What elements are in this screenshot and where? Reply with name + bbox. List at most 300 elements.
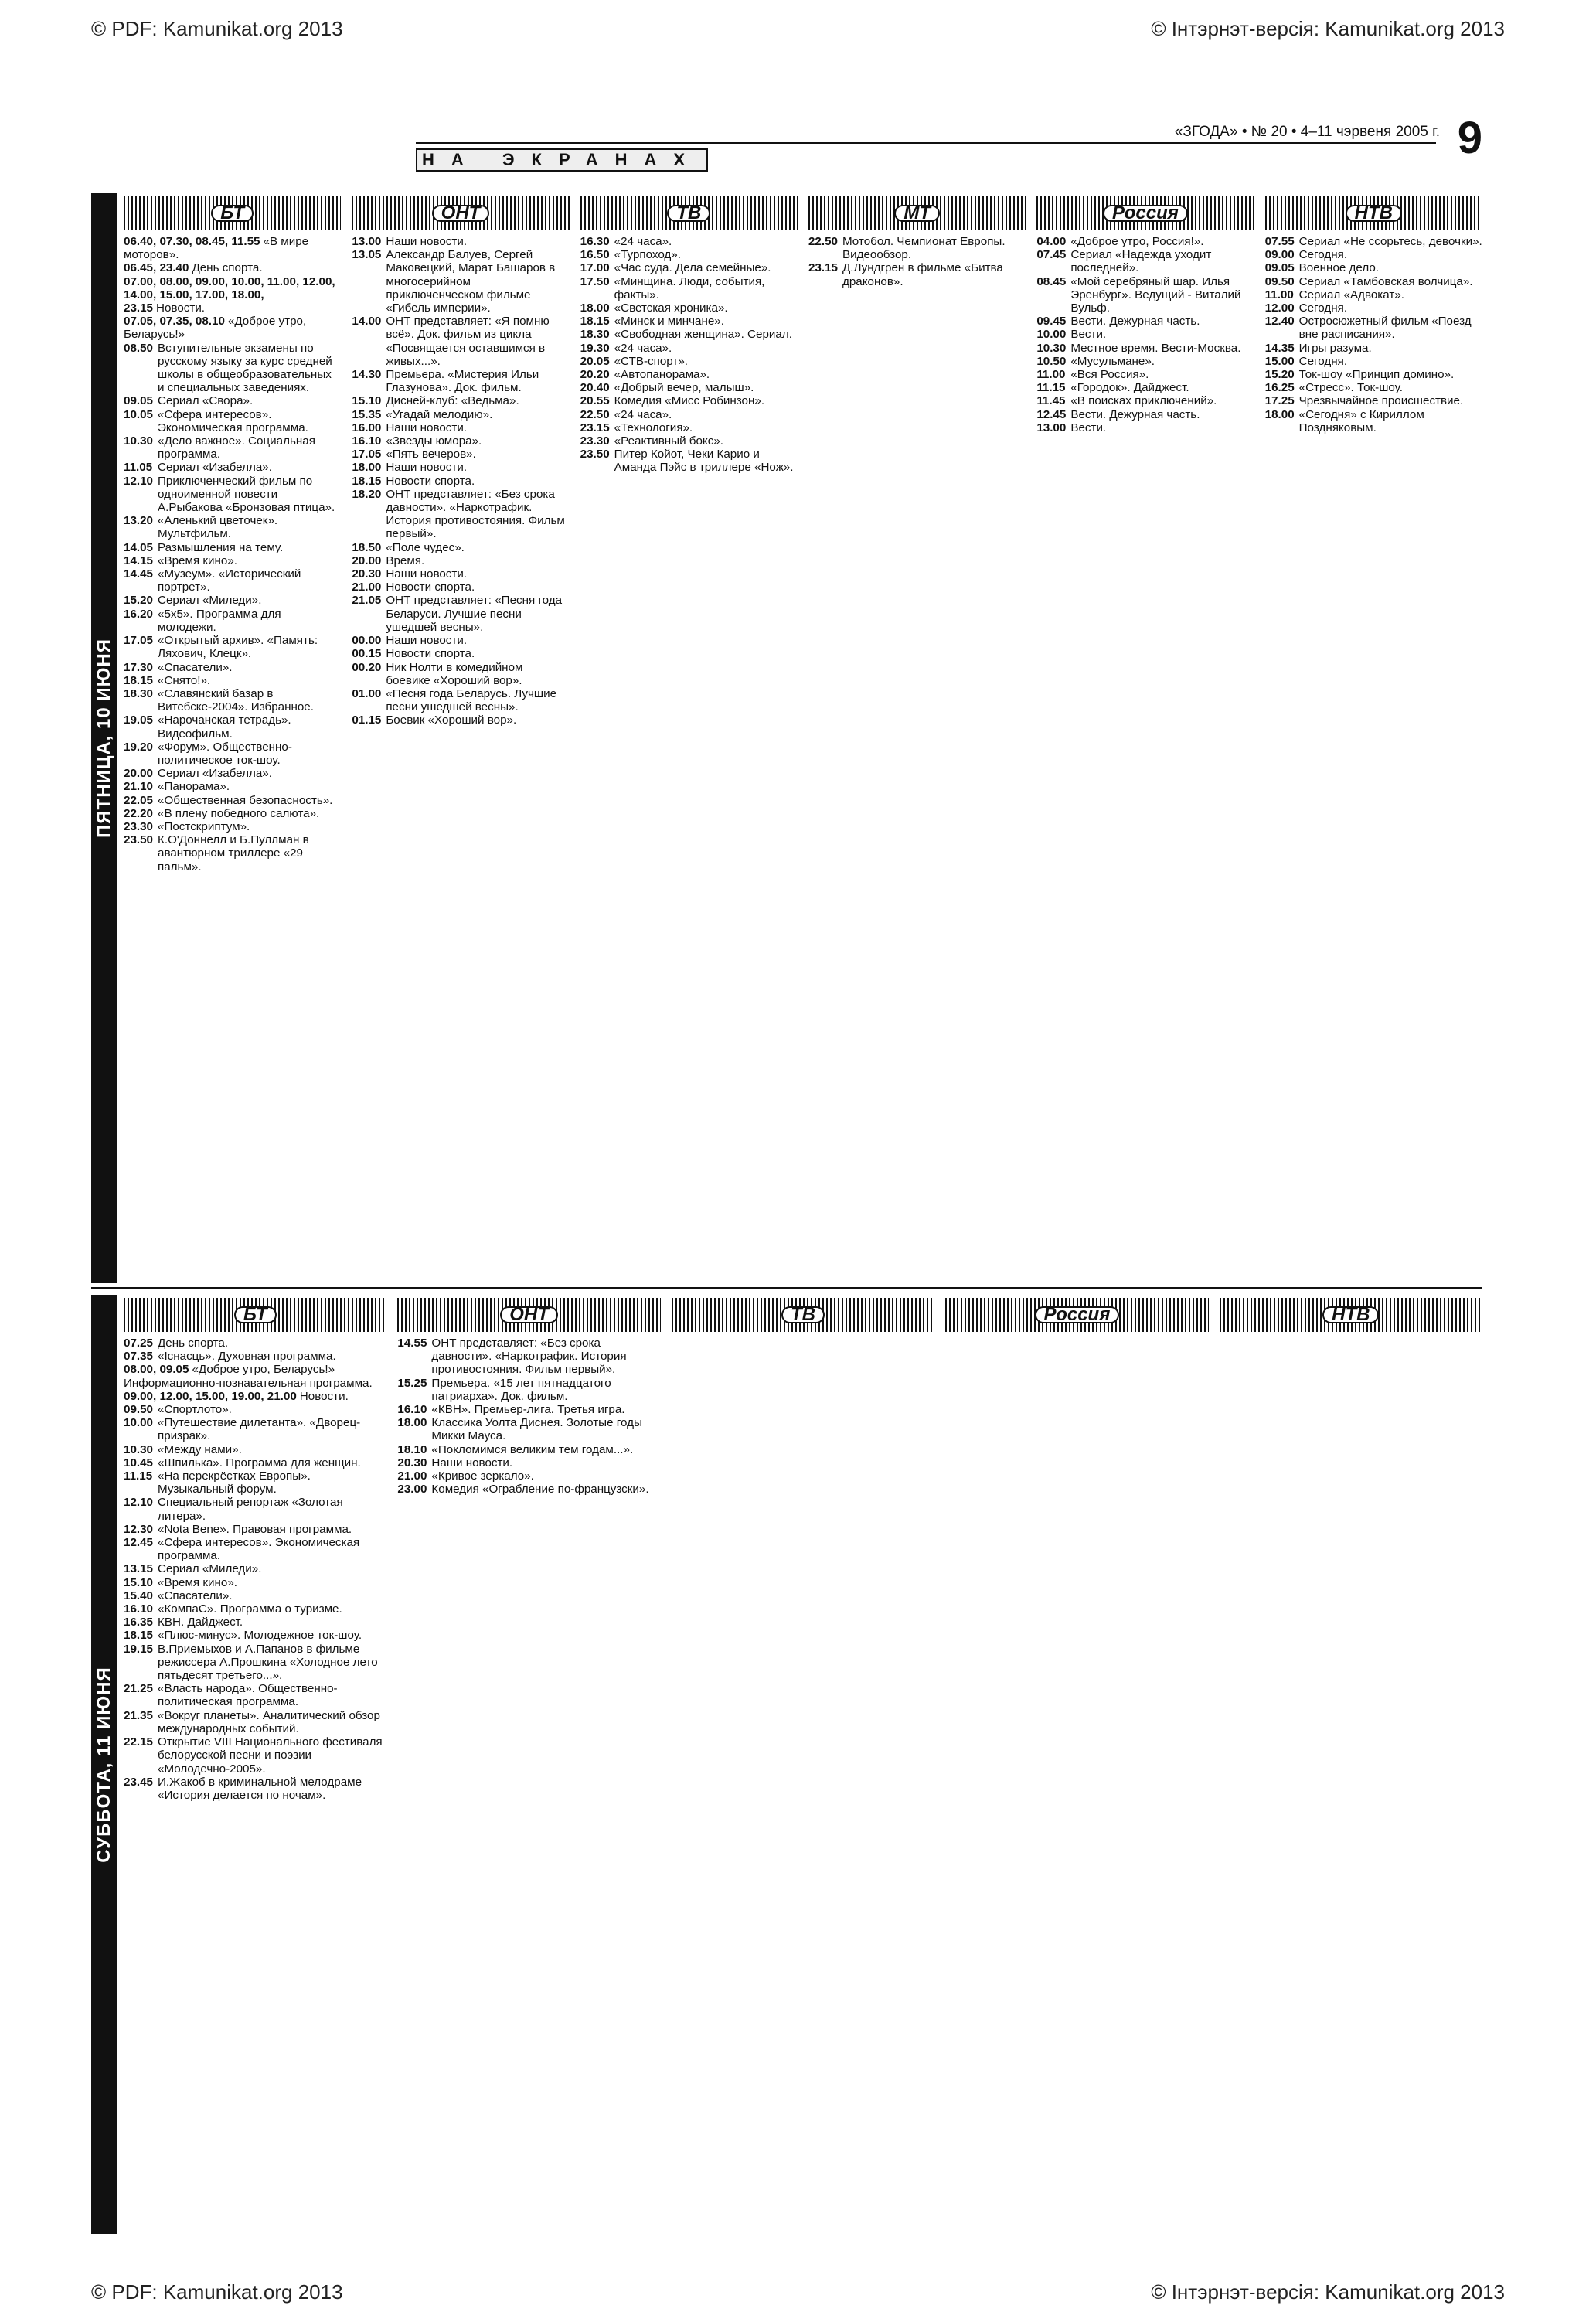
- program-entry: [124, 661, 341, 674]
- program-entry: [580, 448, 798, 474]
- program-time: 15.10: [124, 1575, 154, 1589]
- channel-column: [124, 193, 341, 1283]
- program-entry: [1265, 368, 1482, 381]
- program-title: «Время кино».: [158, 553, 237, 567]
- program-title: ОНТ представляет: «Песня года Беларуси. Лучшие песни ушедшей весны».: [386, 594, 563, 634]
- program-time: 10.30: [124, 1442, 154, 1456]
- program-entry: [124, 713, 341, 740]
- program-title: Комедия «Мисс Робинзон».: [614, 394, 765, 408]
- program-time: 11.05: [124, 461, 153, 475]
- program-time: 23.50: [580, 448, 610, 461]
- program-time: 21.35: [124, 1708, 154, 1722]
- channel-column: [1265, 193, 1482, 1283]
- program-title: Ник Нолти в комедийном боевике «Хороший вор».: [386, 660, 523, 687]
- program-entry: [808, 261, 1026, 288]
- program-time: 15.40: [124, 1589, 154, 1602]
- program-time: 23.45: [124, 1775, 154, 1789]
- program-time: 00.15: [352, 647, 382, 661]
- program-title: «24 часа».: [614, 341, 672, 355]
- program-title: «В поисках приключений».: [1070, 394, 1217, 408]
- program-title: «Доброе утро, Беларусь!»: [124, 315, 307, 342]
- newspaper-page: [91, 113, 1482, 2234]
- program-title: «Доброе утро, Россия!».: [1070, 235, 1204, 248]
- program-time: 07.55: [1264, 235, 1295, 248]
- channel-logo: ТВ: [672, 1298, 934, 1332]
- program-entry: [397, 1443, 660, 1456]
- program-title: «Общественная безопасность».: [158, 793, 333, 807]
- program-time: 23.15: [580, 421, 610, 434]
- program-title: Новости.: [156, 301, 206, 315]
- program-time: 08.45: [1036, 274, 1067, 288]
- program-entry: [124, 1576, 386, 1589]
- program-title: Остросюжетный фильм «Поезд вне расписания».: [1298, 315, 1472, 342]
- program-entry: [397, 1456, 660, 1469]
- program-title: И.Жакоб в криминальной мелодраме «История делается по ночам».: [158, 1775, 362, 1802]
- program-title: Новости спорта.: [386, 647, 475, 661]
- program-time: 22.05: [124, 793, 154, 807]
- program-entry: [124, 1562, 386, 1575]
- program-entry: [1036, 235, 1254, 248]
- program-title: Сериал «Адвокат».: [1298, 288, 1405, 301]
- channel-column: [124, 1295, 386, 2234]
- program-entry: [124, 608, 341, 634]
- program-time: 17.25: [1264, 394, 1295, 408]
- program-time: 10.30: [124, 434, 154, 448]
- program-time: 10.05: [124, 407, 154, 421]
- program-entry: [352, 408, 569, 421]
- program-entry: [124, 594, 341, 607]
- program-entry: [124, 741, 341, 767]
- program-title: Классика Уолта Диснея. Золотые годы Микки Мауса.: [431, 1416, 642, 1443]
- program-title: Вести.: [1070, 328, 1107, 342]
- program-title: ОНТ представляет: «Без срока давности». «Наркотрафик. История противостояния. Фильм первый».: [431, 1337, 627, 1377]
- program-time: 10.45: [124, 1456, 154, 1469]
- program-time: 16.00: [352, 421, 382, 434]
- program-title: «Звезды юмора».: [386, 434, 482, 448]
- program-entry: [124, 1523, 386, 1536]
- program-entry: [124, 1709, 386, 1735]
- channel-column: [945, 1295, 1208, 2234]
- program-time: 07.25: [124, 1337, 154, 1350]
- program-time: 21.10: [124, 780, 154, 794]
- program-title: «Минщина. Люди, события, факты».: [614, 274, 765, 301]
- program-time: 23.30: [124, 819, 154, 833]
- program-entry: [1036, 328, 1254, 341]
- program-title: Наши новости.: [386, 461, 468, 475]
- program-time: 17.50: [580, 274, 610, 288]
- program-title: Дисней-клуб: «Ведьма».: [386, 394, 519, 408]
- credit-top-right: © Інтэрнэт-версія: Kamunikat.org 2013: [1151, 17, 1505, 40]
- channel-logo: НТВ: [1220, 1298, 1482, 1332]
- page-number: 9: [1457, 113, 1482, 163]
- program-title: «Спасатели».: [158, 660, 233, 674]
- program-time: 22.15: [124, 1735, 154, 1749]
- program-time: 18.30: [124, 686, 154, 700]
- program-time: 07.35: [124, 1350, 154, 1364]
- program-entry: [352, 581, 569, 594]
- program-title: «Сфера интересов». Экономическая программа.: [158, 1536, 360, 1563]
- program-entry: [124, 434, 341, 461]
- program-title: «Автопанорама».: [614, 368, 710, 382]
- program-entry: [580, 235, 798, 248]
- program-entry: [124, 1616, 386, 1629]
- program-entry: [124, 674, 341, 687]
- program-title: Сегодня.: [1298, 301, 1348, 315]
- program-time: 14.55: [397, 1337, 427, 1350]
- program-time: 09.45: [1036, 315, 1067, 329]
- program-title: Вступительные экзамены по русскому языку за курс средней школы в общеобразовательных и специальных заведениях.: [158, 341, 332, 395]
- program-entry: [1036, 275, 1254, 315]
- program-title: «Постскриптум».: [158, 819, 250, 833]
- program-title: «Технология».: [614, 421, 693, 434]
- program-title: Премьера. «15 лет пятнадцатого патриарха». Док. фильм.: [431, 1376, 611, 1403]
- program-time: 12.30: [124, 1522, 154, 1536]
- program-title: «Угадай мелодию».: [386, 407, 493, 421]
- program-title: «Нарочанская тетрадь». Видеофильм.: [158, 713, 291, 741]
- program-title: В.Приемыхов и А.Папанов в фильме режиссера А.Прошкина «Холодное лето пятьдесят третьего...».: [158, 1642, 378, 1683]
- program-time: 15.25: [397, 1376, 427, 1390]
- program-time: 14.45: [124, 567, 154, 581]
- program-title: «Свободная женщина». Сериал.: [614, 328, 792, 342]
- program-title: «Шпилька». Программа для женщин.: [158, 1456, 361, 1469]
- program-entry: [124, 394, 341, 407]
- channel-logo: ОНТ: [352, 196, 569, 230]
- program-entry: [124, 554, 341, 567]
- program-time: 12.10: [124, 1496, 154, 1510]
- program-title: «Снято!».: [158, 673, 211, 687]
- channel-column: [580, 193, 798, 1283]
- credit-top-left: © PDF: Kamunikat.org 2013: [91, 17, 343, 40]
- program-title: «Время кино».: [158, 1575, 237, 1589]
- program-title: Наши новости.: [386, 634, 468, 648]
- program-time: 18.10: [397, 1442, 427, 1456]
- program-title: Сериал «Не ссорьтесь, девочки».: [1298, 235, 1482, 248]
- program-entry: [124, 541, 341, 554]
- program-entry: [124, 780, 341, 793]
- program-time: 01.15: [352, 713, 382, 727]
- program-title: Питер Койот, Чеки Карио и Аманда Пэйс в триллере «Нож».: [614, 448, 794, 475]
- program-title: Ток-шоу «Принцип домино».: [1298, 368, 1455, 382]
- program-entry: [352, 434, 569, 448]
- program-title: Д.Лундгрен в фильме «Битва драконов».: [842, 261, 1003, 288]
- program-title: Александр Балуев, Сергей Маковецкий, Марат Башаров в многосерийном приключенческом фильме «Гибель империи».: [386, 248, 556, 315]
- program-time: 18.20: [352, 487, 382, 501]
- program-entry: [124, 342, 341, 395]
- channel-column: [1036, 193, 1254, 1283]
- program-entry: [397, 1416, 660, 1442]
- program-time: 16.25: [1264, 381, 1295, 395]
- program-entry: [1036, 368, 1254, 381]
- program-title: Сериал «Надежда уходит последней».: [1070, 248, 1212, 275]
- program-entry: [352, 554, 569, 567]
- program-time: 19.05: [124, 713, 154, 727]
- program-time: 13.00: [352, 235, 382, 248]
- program-time: 23.50: [124, 833, 154, 847]
- program-entry: [352, 541, 569, 554]
- program-entry: [580, 394, 798, 407]
- program-entry: [124, 408, 341, 434]
- program-time: 00.00: [352, 634, 382, 648]
- program-title: «Кривое зеркало».: [431, 1469, 534, 1483]
- program-entry: [352, 647, 569, 660]
- program-time: 08.00, 09.05: [124, 1363, 189, 1377]
- program-time: 11.00: [1264, 288, 1294, 301]
- program-time: 09.05: [1264, 261, 1295, 275]
- program-entry: [352, 661, 569, 687]
- program-entry: [124, 1536, 386, 1562]
- program-time: 17.30: [124, 660, 154, 674]
- program-time: 13.15: [124, 1562, 154, 1576]
- program-title: Сериал «Тамбовская волчица».: [1298, 274, 1473, 288]
- program-title: «Аленький цветочек». Мультфильм.: [158, 514, 278, 541]
- program-title: Открытие VIII Национального фестиваля белорусской песни и поэзии «Молодечно-2005».: [158, 1735, 383, 1776]
- program-title: К.О'Доннелл и Б.Пуллман в авантюрном триллере «29 пальм».: [158, 833, 309, 873]
- program-entry: [580, 381, 798, 394]
- program-title: «Поле чудес».: [386, 540, 465, 554]
- program-title: «Вся Россия».: [1070, 368, 1149, 382]
- program-title: День спорта.: [158, 1337, 229, 1350]
- program-time: 20.55: [580, 394, 610, 408]
- program-title: «Минск и минчане».: [614, 315, 724, 329]
- program-title: «Покломимся великим тем годам...».: [431, 1442, 634, 1456]
- program-entry: [580, 248, 798, 261]
- program-entry: [352, 594, 569, 634]
- program-time: 19.20: [124, 740, 154, 754]
- program-time: 09.00, 12.00, 15.00, 19.00, 21.00: [124, 1389, 297, 1403]
- program-entry: [124, 1643, 386, 1683]
- program-entry: [124, 1776, 386, 1802]
- program-time: 15.20: [1264, 368, 1295, 382]
- program-time: 15.20: [124, 594, 154, 608]
- program-time: 14.15: [124, 553, 154, 567]
- program-time: 07.00, 08.00, 09.00, 10.00, 11.00, 12.00, 14.00, 15.00, 17.00, 18.00, 23.15: [124, 274, 335, 315]
- program-time: 08.50: [124, 341, 154, 355]
- program-title: Сериал «Миледи».: [158, 594, 262, 608]
- program-title: «Городок». Дайджест.: [1070, 381, 1189, 395]
- program-time: 16.10: [352, 434, 382, 448]
- program-entry: [580, 355, 798, 368]
- program-title: «Форум». Общественно-политическое ток-шоу.: [158, 740, 292, 767]
- program-title: Вести. Дежурная часть.: [1070, 407, 1200, 421]
- program-entry: [1265, 261, 1482, 274]
- program-time: 06.40, 07.30, 08.45, 11.55: [124, 235, 260, 248]
- program-title: «Светская хроника».: [614, 301, 728, 315]
- program-entry: [580, 342, 798, 355]
- program-time: 04.00: [1036, 235, 1067, 248]
- program-title: Боевик «Хороший вор».: [386, 713, 517, 727]
- program-entry: [124, 461, 341, 474]
- program-time: 15.00: [1264, 354, 1295, 368]
- program-entry: [580, 434, 798, 448]
- program-time: 16.10: [397, 1403, 427, 1417]
- issue-line: «ЗГОДА» • № 20 • 4–11 чэрвеня 2005 г.: [1174, 124, 1440, 140]
- program-time: 19.30: [580, 341, 610, 355]
- program-entry: [1265, 288, 1482, 301]
- program-time: 17.00: [580, 261, 610, 275]
- program-time: 22.20: [124, 806, 154, 820]
- program-time: 12.45: [1036, 407, 1067, 421]
- program-time: 06.45, 23.40: [124, 261, 189, 275]
- program-title: «Мусульмане».: [1070, 354, 1155, 368]
- program-title: «Nota Bene». Правовая программа.: [158, 1522, 352, 1536]
- program-title: «Песня года Беларусь. Лучшие песни ушедшей весны».: [386, 686, 557, 714]
- program-title: «Турпоход».: [614, 248, 681, 262]
- program-entry: [1265, 315, 1482, 341]
- program-entry: [124, 794, 341, 807]
- program-title: Наши новости.: [386, 567, 468, 581]
- program-time: 11.00: [1036, 368, 1066, 382]
- program-time: 10.00: [1036, 328, 1067, 342]
- program-title: «Спасатели».: [158, 1589, 233, 1602]
- program-title: День спорта.: [192, 261, 263, 275]
- program-entry: [1265, 275, 1482, 288]
- program-title: Игры разума.: [1298, 341, 1372, 355]
- program-title: «Дело важное». Социальная программа.: [158, 434, 315, 461]
- program-entry: [352, 475, 569, 488]
- program-entry: [397, 1337, 660, 1377]
- program-title: «Мой серебряный шар. Илья Эренбург». Ведущий - Виталий Вульф.: [1070, 274, 1241, 315]
- program-title: «Путешествие дилетанта». «Дворец-призрак».: [158, 1416, 361, 1443]
- program-time: 22.50: [580, 407, 610, 421]
- channel-logo: Россия: [945, 1298, 1208, 1332]
- program-time: 09.00: [1264, 248, 1295, 262]
- program-title: «В мире моторов».: [124, 235, 309, 262]
- credit-bottom-left: © PDF: Kamunikat.org 2013: [91, 2280, 343, 2304]
- program-title: «Добрый вечер, малыш».: [614, 381, 754, 395]
- program-title: «Открытый архив». «Память: Ляхович, Клецк».: [158, 634, 318, 661]
- credit-bottom-right: © Інтэрнэт-версія: Kamunikat.org 2013: [1151, 2280, 1505, 2304]
- program-entry: [352, 448, 569, 461]
- program-time: 21.05: [352, 594, 382, 608]
- program-time: 16.30: [580, 235, 610, 248]
- program-entry: [1036, 408, 1254, 421]
- program-time: 17.05: [352, 448, 382, 461]
- program-entry: [124, 275, 341, 315]
- program-time: 18.15: [124, 1629, 154, 1643]
- program-entry: [352, 687, 569, 713]
- program-entry: [124, 1403, 386, 1416]
- program-time: 18.00: [397, 1416, 427, 1430]
- program-title: «КомпаС». Программа о туризме.: [158, 1602, 342, 1616]
- program-title: «Час суда. Дела семейные».: [614, 261, 771, 275]
- program-entry: [124, 1350, 386, 1363]
- program-entry: [1036, 248, 1254, 274]
- program-time: 16.50: [580, 248, 610, 262]
- program-time: 15.35: [352, 407, 382, 421]
- program-title: Наши новости.: [431, 1456, 513, 1469]
- program-title: Новости спорта.: [386, 581, 475, 594]
- program-title: Новости.: [299, 1389, 349, 1403]
- program-title: Сегодня.: [1298, 248, 1348, 262]
- program-time: 01.00: [352, 686, 382, 700]
- program-time: 10.00: [124, 1416, 154, 1430]
- program-entry: [124, 475, 341, 515]
- program-entry: [124, 767, 341, 780]
- program-entry: [124, 1363, 386, 1389]
- program-title: «Власть народа». Общественно-политическая программа.: [158, 1682, 338, 1709]
- program-title: Сериал «Изабелла».: [158, 767, 272, 781]
- program-title: Мотобол. Чемпионат Европы. Видеообзор.: [842, 235, 1006, 262]
- program-entry: [124, 567, 341, 594]
- program-title: «Вокруг планеты». Аналитический обзор международных событий.: [158, 1708, 380, 1735]
- channel-column: [397, 1295, 660, 2234]
- channel-column: [672, 1295, 934, 2234]
- channel-logo: ОНТ: [397, 1298, 660, 1332]
- channel-column: [352, 193, 569, 1283]
- program-entry: [1265, 342, 1482, 355]
- channel-logo: ТВ: [580, 196, 798, 230]
- program-time: 14.05: [124, 540, 154, 554]
- program-entry: [124, 1456, 386, 1469]
- program-time: 19.15: [124, 1642, 154, 1656]
- program-entry: [124, 833, 341, 873]
- program-entry: [124, 1337, 386, 1350]
- program-title: «Стресс». Ток-шоу.: [1298, 381, 1403, 395]
- channel-column: [808, 193, 1026, 1283]
- program-entry: [580, 275, 798, 301]
- program-title: «Славянский базар в Витебске-2004». Избранное.: [158, 686, 314, 714]
- program-time: 13.20: [124, 514, 154, 528]
- program-time: 20.40: [580, 381, 610, 395]
- channel-logo: МТ: [808, 196, 1026, 230]
- program-title: Премьера. «Мистерия Ильи Глазунова». Док. фильм.: [386, 368, 539, 395]
- program-title: КВН. Дайджест.: [158, 1616, 243, 1629]
- program-entry: [124, 1496, 386, 1522]
- program-entry: [1036, 342, 1254, 355]
- channel-logo: БТ: [124, 1298, 386, 1332]
- program-entry: [352, 235, 569, 248]
- program-time: 09.05: [124, 394, 154, 408]
- program-entry: [124, 1602, 386, 1616]
- program-time: 12.10: [124, 474, 154, 488]
- program-time: 16.10: [124, 1602, 154, 1616]
- program-title: «Спортлото».: [158, 1403, 232, 1417]
- program-entry: [124, 634, 341, 660]
- program-time: 18.00: [1264, 407, 1295, 421]
- program-entry: [1265, 248, 1482, 261]
- program-title: «Сфера интересов». Экономическая программа.: [158, 407, 308, 434]
- program-title: Комедия «Ограбление по-французски».: [431, 1483, 649, 1497]
- program-entry: [580, 261, 798, 274]
- program-time: 18.15: [580, 315, 610, 329]
- program-entry: [352, 368, 569, 394]
- program-entry: [124, 1390, 386, 1403]
- program-time: 14.35: [1264, 341, 1295, 355]
- program-time: 23.30: [580, 434, 610, 448]
- program-title: «Доброе утро, Беларусь!» Информационно-познавательная программа.: [124, 1363, 373, 1390]
- program-title: Специальный репортаж «Золотая литера».: [158, 1496, 343, 1523]
- saturday-schedule: [91, 1295, 1482, 2234]
- program-time: 17.05: [124, 634, 154, 648]
- program-title: Вести. Дежурная часть.: [1070, 315, 1200, 329]
- program-time: 20.00: [124, 767, 154, 781]
- program-time: 07.05, 07.35, 08.10: [124, 315, 225, 329]
- program-time: 22.50: [808, 235, 838, 248]
- program-time: 14.00: [352, 315, 382, 329]
- program-entry: [352, 488, 569, 541]
- channel-column: [1220, 1295, 1482, 2234]
- program-entry: [1036, 421, 1254, 434]
- program-entry: [352, 634, 569, 647]
- program-entry: [124, 687, 341, 713]
- program-time: 07.45: [1036, 248, 1067, 262]
- program-title: «24 часа».: [614, 235, 672, 248]
- program-entry: [1265, 355, 1482, 368]
- program-title: «24 часа».: [614, 407, 672, 421]
- program-entry: [580, 315, 798, 328]
- program-title: «В плену победного салюта».: [158, 806, 320, 820]
- program-time: 14.30: [352, 368, 382, 382]
